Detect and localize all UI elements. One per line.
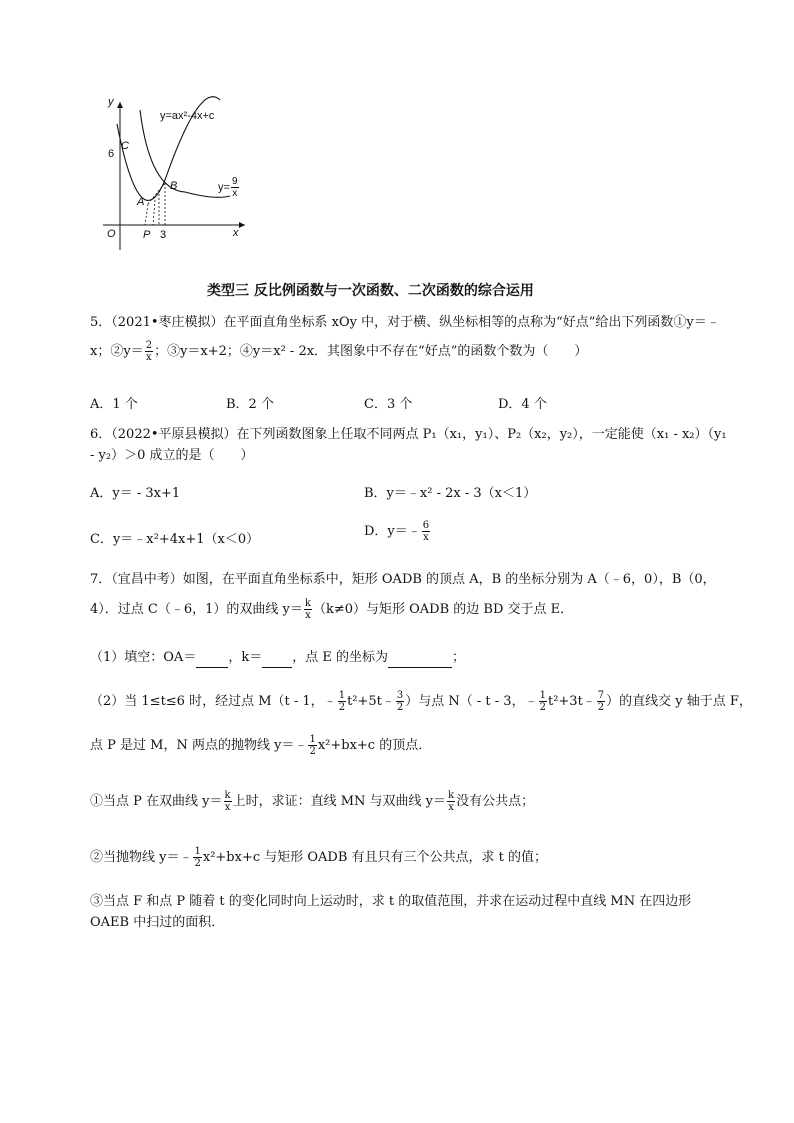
q7-line2: 4）．过点 C（﹣6，1）的双曲线 y＝ $\frac{k}{x}$ （k≠0）与矩形 OADB 的边 BD 交于点 E． [90,598,574,621]
tick-y-6: 6 [108,148,115,160]
q6-option-a: A．y＝ - 3x+1 [90,486,181,501]
q5-option-b: B．2 个 [226,397,274,412]
q7-sub2: ②当抛物线 y＝﹣ $\frac{1}{2}$ x²+bx+c 与矩形 OADB 有且只有三个公共点，求 t 的值； [90,846,548,869]
point-A-label: A [137,196,145,208]
section-title: 类型三 反比例函数与一次函数、二次函数的综合运用 [207,283,534,299]
curve1-label: y=ax²-4x+c [160,110,215,122]
hyperbola-curve [140,110,230,197]
q5-option-d: D．4 个 [498,397,547,412]
q7-sub3-line2: OAEB 中扫过的面积． [90,915,225,930]
q6-option-b: B．y＝﹣x² - 2x - 3（x＜1） [364,486,537,501]
q7-part2: （2）当 1≤t≤6 时，经过点 M（t - 1，﹣ $\frac{1}{2}$ t²+5t﹣ $\frac{3}{2}$ ）与点 N（ - t - 3，﹣ $\frac{1}{2}$ t²+3t﹣ $\frac{7}{2}$ ）的直线交 y 轴于点 F， [90,690,752,713]
q6-option-d: D．y＝﹣ $\frac{6}{x}$ [364,520,430,543]
q5-line1: 5．（2021•枣庄模拟）在平面直角坐标系 xOy 中，对于横、纵坐标相等的点称为“好点”给出下列函数①y＝﹣ [90,315,720,330]
x-axis-label: x [233,227,239,239]
tick-x-3: 3 [160,229,167,241]
q7-sub1: ①当点 P 在双曲线 y＝ $\frac{k}{x}$ 上时，求证：直线 MN 与双曲线 y＝ $\frac{k}{x}$ 没有公共点； [90,790,535,813]
origin-label: O [107,228,116,240]
q6-option-c: C．y＝﹣x²+4x+1（x＜0） [90,532,260,547]
q5-line2: x；②y＝ $\frac{2}{x}$ ；③y＝x+2；④y＝x² - 2x．其图象中不存在“好点”的函数个数为（ ） [90,340,588,363]
q6-line2: - y₂）＞0 成立的是（ ） [90,448,254,463]
q7-line1: 7．（宜昌中考）如图，在平面直角坐标系中，矩形 OADB 的顶点 A，B 的坐标分别为 A（﹣6，0），B（0， [90,572,716,587]
q7-part2-line2: 点 P 是过 M，N 两点的抛物线 y＝﹣ $\frac{1}{2}$ x²+bx+c 的顶点． [90,734,432,757]
point-C-label: C [121,140,129,152]
y-axis-label: y [108,96,114,108]
q5-option-a: A．1 个 [90,397,138,412]
point-B-label: B [170,180,178,192]
q7-sub3-line1: ③当点 F 和点 P 随着 t 的变化同时向上运动时，求 t 的取值范围，并求在运动过程中直线 MN 在四边形 [90,894,692,909]
point-P-label: P [143,229,151,241]
q5-option-c: C．3 个 [364,397,413,412]
curve2-label: y= $\frac{9}{x}$ [218,176,238,199]
q6-line1: 6．（2022•平原县模拟）在下列函数图象上任取不同两点 P₁（x₁，y₁）、P₂（x₂，y₂），一定能使（x₁ - x₂）（y₁ [90,427,727,442]
q7-part1: （1）填空：OA＝ ，k＝ ，点 E 的坐标为 ； [90,648,465,668]
